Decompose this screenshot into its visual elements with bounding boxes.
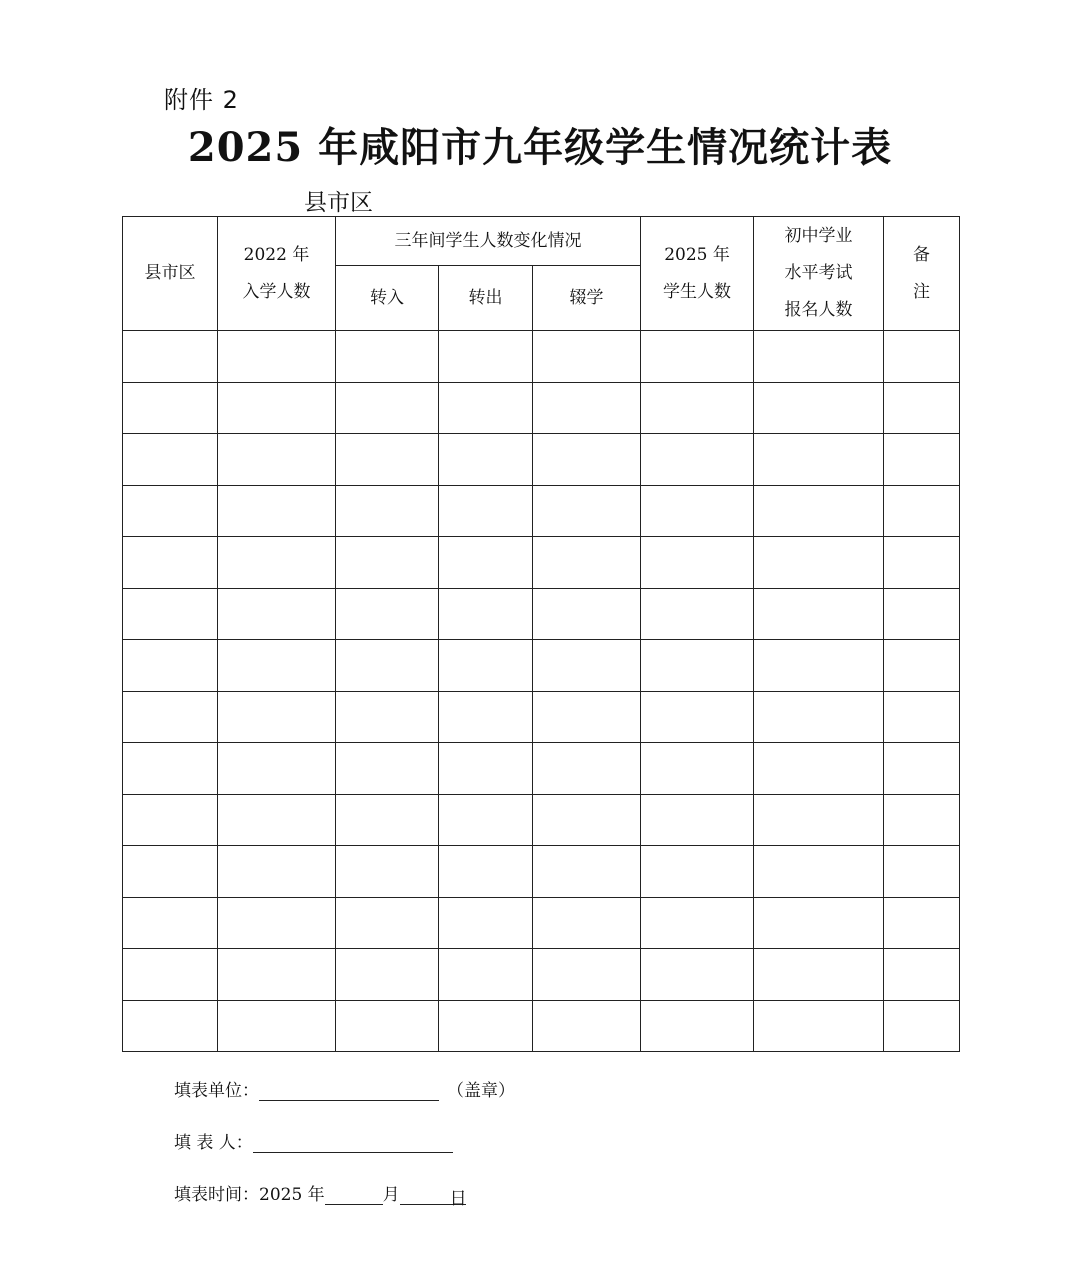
table-cell[interactable] <box>123 897 218 949</box>
table-cell[interactable] <box>123 949 218 1001</box>
table-cell[interactable] <box>641 537 754 589</box>
table-cell[interactable] <box>754 691 884 743</box>
table-cell[interactable] <box>336 588 439 640</box>
footer-month-label: 月 <box>382 1185 400 1205</box>
table-cell[interactable] <box>884 1000 960 1052</box>
table-cell[interactable] <box>218 537 336 589</box>
table-cell[interactable] <box>754 794 884 846</box>
header-transfer-out: 转出 <box>439 266 533 331</box>
table-cell[interactable] <box>533 949 641 1001</box>
table-cell[interactable] <box>884 331 960 383</box>
table-cell[interactable] <box>754 1000 884 1052</box>
table-cell[interactable] <box>754 949 884 1001</box>
table-cell[interactable] <box>336 382 439 434</box>
table-cell[interactable] <box>336 949 439 1001</box>
table-cell[interactable] <box>641 897 754 949</box>
table-cell[interactable] <box>218 640 336 692</box>
table-cell[interactable] <box>641 382 754 434</box>
table-cell[interactable] <box>641 640 754 692</box>
table-cell[interactable] <box>884 743 960 795</box>
header-transfer-in: 转入 <box>336 266 439 331</box>
table-cell[interactable] <box>884 949 960 1001</box>
table-cell[interactable] <box>218 949 336 1001</box>
table-cell[interactable] <box>439 949 533 1001</box>
table-cell[interactable] <box>533 485 641 537</box>
table-cell[interactable] <box>439 794 533 846</box>
table-cell[interactable] <box>533 743 641 795</box>
table-cell[interactable] <box>884 691 960 743</box>
county-line <box>163 184 373 217</box>
header-remarks <box>884 217 960 331</box>
table-cell[interactable] <box>336 897 439 949</box>
table-cell[interactable] <box>754 434 884 486</box>
table-cell[interactable] <box>533 382 641 434</box>
table-cell[interactable] <box>218 331 336 383</box>
header-row-1 <box>123 217 960 266</box>
table-cell[interactable] <box>218 485 336 537</box>
table-cell[interactable] <box>336 1000 439 1052</box>
table-cell[interactable] <box>439 846 533 898</box>
header-change-group: 三年间学生人数变化情况 <box>336 217 641 266</box>
table-row <box>123 588 960 640</box>
table-row <box>123 691 960 743</box>
table-cell[interactable] <box>641 794 754 846</box>
table-cell[interactable] <box>336 846 439 898</box>
table-cell[interactable] <box>439 434 533 486</box>
table-cell[interactable] <box>123 743 218 795</box>
table-cell[interactable] <box>123 794 218 846</box>
table-cell[interactable] <box>218 588 336 640</box>
header-county: 县市区 <box>123 217 218 331</box>
header-enroll-2022-line1: 2022 年 <box>243 244 310 265</box>
footer-unit-field[interactable] <box>259 1080 439 1101</box>
table-cell[interactable] <box>218 691 336 743</box>
table-cell[interactable] <box>336 794 439 846</box>
table-cell[interactable] <box>533 794 641 846</box>
table-row <box>123 949 960 1001</box>
table-row <box>123 485 960 537</box>
table-cell[interactable] <box>641 485 754 537</box>
table-cell[interactable] <box>218 794 336 846</box>
footer-day-field[interactable] <box>400 1184 450 1205</box>
county-suffix: 县市区 <box>304 190 373 216</box>
header-remarks-line1: 备 <box>913 244 931 265</box>
header-students-2025 <box>641 217 754 331</box>
table-cell[interactable] <box>218 382 336 434</box>
table-cell[interactable] <box>754 382 884 434</box>
footer-time-label: 填表时间：2025 年 <box>174 1185 325 1205</box>
table-cell[interactable] <box>884 640 960 692</box>
table-row <box>123 794 960 846</box>
header-exam-line1: 初中学业 <box>784 226 853 246</box>
table-cell[interactable] <box>533 846 641 898</box>
table-body <box>123 331 960 1052</box>
table-cell[interactable] <box>123 485 218 537</box>
table-cell[interactable] <box>641 949 754 1001</box>
header-enroll-2022-line2: 入学人数 <box>242 281 311 302</box>
table-cell[interactable] <box>336 743 439 795</box>
table-cell[interactable] <box>754 485 884 537</box>
header-remarks-line2: 注 <box>913 281 931 302</box>
table-cell[interactable] <box>884 794 960 846</box>
table-cell[interactable] <box>336 640 439 692</box>
table-cell[interactable] <box>439 640 533 692</box>
table-cell[interactable] <box>123 434 218 486</box>
table-cell[interactable] <box>884 588 960 640</box>
table-cell[interactable] <box>439 537 533 589</box>
footer-unit-label: 填表单位： <box>174 1081 259 1101</box>
table-cell[interactable] <box>336 691 439 743</box>
table-row <box>123 897 960 949</box>
footer-filler-label: 填 表 人： <box>174 1133 253 1153</box>
footer-filler-line <box>174 1128 453 1153</box>
table-cell[interactable] <box>754 640 884 692</box>
table-cell[interactable] <box>439 485 533 537</box>
header-exam-registration <box>754 217 884 331</box>
table-cell[interactable] <box>884 434 960 486</box>
footer-filler-field[interactable] <box>253 1132 453 1153</box>
table-cell[interactable] <box>123 691 218 743</box>
table-cell[interactable] <box>533 434 641 486</box>
table-cell[interactable] <box>123 537 218 589</box>
table-cell[interactable] <box>439 743 533 795</box>
table-cell[interactable] <box>123 588 218 640</box>
header-exam-line3: 报名人数 <box>784 300 853 320</box>
header-enroll-2022 <box>218 217 336 331</box>
table-cell[interactable] <box>218 434 336 486</box>
table-cell[interactable] <box>439 588 533 640</box>
table-cell[interactable] <box>439 897 533 949</box>
table-cell[interactable] <box>754 537 884 589</box>
table-cell[interactable] <box>641 1000 754 1052</box>
table-cell[interactable] <box>336 537 439 589</box>
table-cell[interactable] <box>533 588 641 640</box>
footer-unit-line <box>174 1076 515 1101</box>
header-exam-line2: 水平考试 <box>784 263 853 283</box>
table-row <box>123 846 960 898</box>
statistics-table <box>122 216 960 1052</box>
header-students-2025-line2: 学生人数 <box>663 281 732 302</box>
table-cell[interactable] <box>533 1000 641 1052</box>
table-cell[interactable] <box>123 640 218 692</box>
table-cell[interactable] <box>218 1000 336 1052</box>
table-cell[interactable] <box>884 897 960 949</box>
table-cell[interactable] <box>439 691 533 743</box>
table-cell[interactable] <box>533 897 641 949</box>
table-row <box>123 1000 960 1052</box>
footer-time-line <box>174 1180 467 1209</box>
table-cell[interactable] <box>641 331 754 383</box>
table-cell[interactable] <box>884 485 960 537</box>
table-cell[interactable] <box>754 846 884 898</box>
table-cell[interactable] <box>641 846 754 898</box>
footer-month-field[interactable] <box>325 1184 383 1205</box>
footer-seal-note: （盖章） <box>447 1081 515 1101</box>
table-cell[interactable] <box>123 1000 218 1052</box>
table-row <box>123 382 960 434</box>
table-cell[interactable] <box>754 588 884 640</box>
table-cell[interactable] <box>754 331 884 383</box>
county-blank-field[interactable] <box>163 192 301 217</box>
table-cell[interactable] <box>641 588 754 640</box>
table-row <box>123 434 960 486</box>
table-cell[interactable] <box>884 382 960 434</box>
table-cell[interactable] <box>336 434 439 486</box>
table-cell[interactable] <box>218 897 336 949</box>
table-cell[interactable] <box>439 382 533 434</box>
table-cell[interactable] <box>336 331 439 383</box>
table-cell[interactable] <box>123 382 218 434</box>
table-cell[interactable] <box>641 434 754 486</box>
table-cell[interactable] <box>641 691 754 743</box>
table-cell[interactable] <box>533 640 641 692</box>
table-row <box>123 743 960 795</box>
header-dropout: 辍学 <box>533 266 641 331</box>
footer-day-label: 日 <box>450 1184 466 1205</box>
table-cell[interactable] <box>533 691 641 743</box>
table-cell[interactable] <box>754 743 884 795</box>
table-row <box>123 640 960 692</box>
page-title: 2025 年咸阳市九年级学生情况统计表 <box>187 124 893 171</box>
table-cell[interactable] <box>533 537 641 589</box>
table-cell[interactable] <box>754 897 884 949</box>
table-cell[interactable] <box>884 846 960 898</box>
table-cell[interactable] <box>641 743 754 795</box>
table-cell[interactable] <box>533 331 641 383</box>
table-cell[interactable] <box>123 846 218 898</box>
table-row <box>123 537 960 589</box>
header-students-2025-line1: 2025 年 <box>664 244 730 265</box>
table-cell[interactable] <box>439 331 533 383</box>
table-row <box>123 331 960 383</box>
table-cell[interactable] <box>439 1000 533 1052</box>
table-cell[interactable] <box>218 743 336 795</box>
table-cell[interactable] <box>884 537 960 589</box>
attachment-label: 附件 2 <box>164 86 239 114</box>
table-cell[interactable] <box>336 485 439 537</box>
table-cell[interactable] <box>123 331 218 383</box>
table-cell[interactable] <box>218 846 336 898</box>
